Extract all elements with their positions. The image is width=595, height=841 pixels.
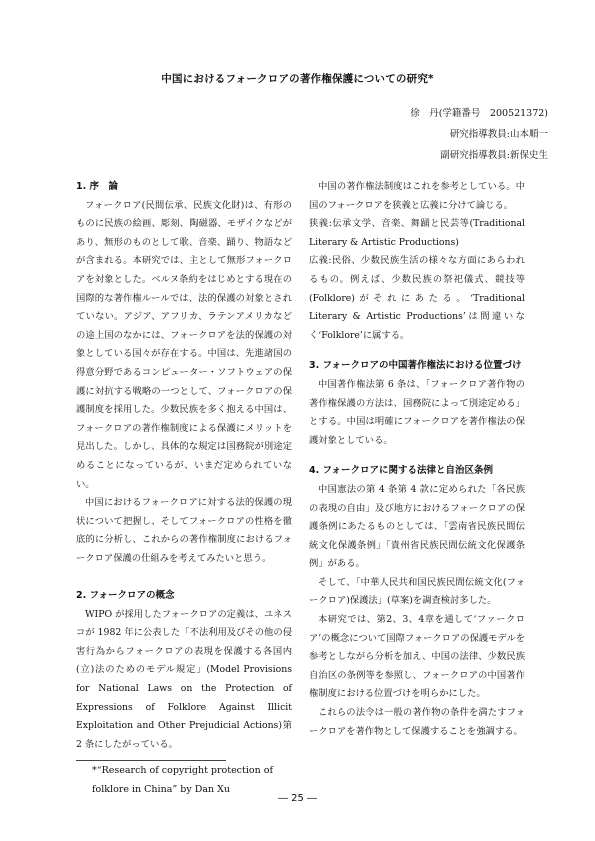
section-4-paragraph-4: これらの法令は一般の著作物の条件を満たすフォークロアを著作物として保護することを強調する。 [309,707,525,737]
right-column [309,178,525,741]
spacer [309,345,525,357]
section-2-paragraph-4: 広義:民俗、少数民族生活の様々な方面にあらわれるもの。例えば、少数民族の祭祀儀式、競技等(Folklore)がそれにあたる。‘Traditional Literary & Artistic Productions’は間違いなく‘Folklore’に属する。 [309,255,525,341]
section-4-paragraph-2: そして、「中華人民共和国民族民間伝統文化(フォークロア)保護法」(草案)を調査検討多した。 [309,576,525,607]
paper-title: 中国におけるフォークロアの著作権保護についての研究* [161,73,434,85]
left-column [76,178,292,799]
section-2-paragraph-1: WIPO が採用したフォークロアの定義は、ユネスコが 1982 年に公表した「不法利用及びその他の侵害行為からフォークロアの表現を保護する各国内(立)法のためのモデル規定」(Model Provisions for National Laws on the Protection of Expressions of Folklore Against Illicit Exploitation and Other Prejudicial Actions)第 2 条にしたがっている。 [76,608,292,750]
section-4-heading: 4. フォークロアに関する法律と自治区条例 [309,465,494,477]
section-4-paragraph-3: 本研究では、第2、3、4章を通して‘ファークロア’の概念について国際フォークロアの保護モデルを参考としながら分析を加え、中国の法律、少数民族自治区の条例等を参照し、フォークロアの中国著作権制度における位置づけを明らかにした。 [309,614,525,700]
section-3-paragraph-1: 中国著作権法第 6 条は、「フォークロア著作物の著作権保護の方法は、国務院によって別途定める」とする。中国は明確にフォークロアを著作権法の保護対象としている。 [309,378,525,446]
section-1-heading: 1. 序 論 [76,181,119,192]
section-1-paragraph-2: 中国におけるフォークロアに対する法的保護の現状について把握し、そしてフォークロアの性格を徹底的に分析し、これからの著作権制度におけるフォークロア保護の仕組みを考えてみたいと思う。 [76,497,292,564]
author-line: 徐 丹(学籍番号 200521372) [410,108,548,119]
section-2-paragraph-3: 狭義:伝承文学、音楽、舞踊と民芸等(Traditional Literary & Artistic Productions) [309,218,525,248]
footnote-line-2: folklore in China” by Dan Xu [92,784,231,796]
advisor-line: 研究指導教員:山本順一 [449,129,548,140]
page-number: ― 25 ― [277,793,318,804]
section-2-heading: 2. フォークロアの概念 [76,590,175,602]
section-2-paragraph-2: 中国の著作権法制度はこれを参考としている。中国のフォークロアを狭義と広義に分けて論じる。 [309,181,525,211]
footnote-line-1: *“Research of copyright protection of [92,765,273,777]
spacer [309,450,525,462]
sub-advisor-line: 副研究指導教員:新保史生 [440,150,548,161]
section-3-heading: 3. フォークロアの中国著作権法における位置づけ [309,360,522,372]
section-1-paragraph-1: フォークロア(民間伝承、民族文化財)は、有形のものに民族の絵画、彫刻、陶磁器、モザイクなどがあり、無形のものとして歌、音楽、踊り、物語などが含まれる。本研究では、主として無形フォークロアを対象とした。ベルヌ条約をはじめとする現在の国際的な著作権ルールでは、法的保護の対象とされていない。アジア、アフリカ、ラテンアメリカなどの途上国のなかには、フォークロアを法的保護の対象としている国々が存在する。中国は、先進諸国の得意分野であるコンピューター・ソフトウェアの保護に対抗する戦略の一つとして、フォークロアの保護制度を採用した。少数民族を多く抱える中国は、フォークロアの著作権制度による保護にメリットを見出した。しかし、具体的な規定は国務院が別途定めることになっているが、いまだ定められていない。 [76,199,292,490]
spacer [76,568,292,587]
section-4-paragraph-1: 中国憲法の第 4 条第 4 款に定められた「各民族の表現の自由」及び地方におけるフォークロアの保護条例にあたるものとしては、「雲南省民族民間伝統文化保護条例」「貴州省民族民間伝統文化保護条例」がある。 [309,483,525,570]
